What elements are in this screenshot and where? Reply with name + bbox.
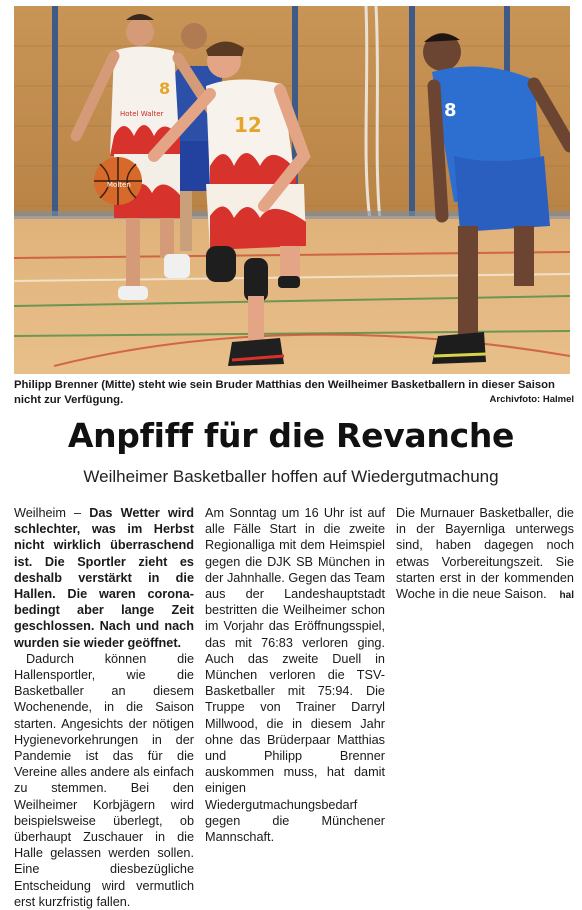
photo-credit: Archivfoto: Halmel xyxy=(489,394,574,405)
jersey-number-left: 8 xyxy=(159,79,171,98)
paragraph-4-text: Die Murnauer Basketballer, die in der Bayernliga unterwegs sind, haben dagegen noch etwas Vorbereitungszeit. Sie starten erst in der kommenden Woche in die neue Saison. xyxy=(396,506,574,602)
lead-text: Das Wetter wird schlechter, was im Herbst nicht wirklich überraschend ist. Die Sportler zieht es deshalb verstärkt in die Hallen. Die waren corona-bedingt aber lange Zeit geschlossen. Nach und nach wurden sie wieder geöffnet. xyxy=(14,506,195,650)
basketball xyxy=(94,157,142,205)
article-column-3 xyxy=(396,505,574,604)
paragraph-2: Dadurch können die Hallensportler, wie die Basketballer an diesem Wochenende, in die Saison starten. Angesichts der nötigen Hygienevorkehrungen in der Pandemie ist das für die Vereine alles andere als einfach zu stemmen. Bei den Weilheimer Korbjägern wird beispielsweise überlegt, ob überhaupt Zuschauer in die Halle gelassen werden sollen. Eine diesbezügliche Entscheidung wird vermutlich erst kurzfristig fallen. xyxy=(14,651,194,909)
headline: Anpfiff für die Revanche xyxy=(67,416,515,455)
jersey-sponsor: Hotel Walter xyxy=(120,110,164,118)
jersey-number-main: 12 xyxy=(234,113,262,137)
photo-caption xyxy=(14,378,574,407)
caption-text: Philipp Brenner (Mitte) steht wie sein Bruder Matthias den Weilheimer Basketballern in dieser Saison nicht zur Verfügung. xyxy=(14,379,555,406)
basketball-photo-illustration xyxy=(14,6,570,374)
article-column-1 xyxy=(14,505,194,910)
paragraph-3: Am Sonntag um 16 Uhr ist auf alle Fälle Start in die zweite Regionalliga mit dem Heimspiel gegen die DJK SB München in der Jahnhalle. Gegen das Team aus der Landeshauptstadt bestritten die Weilheimer schon im Vorjahr das Eröffnungsspiel, das mit 76:83 verloren ging. Auch das zweite Duell in München verloren die TSV-Basketballer mit 75:94. Die Truppe von Trainer Darryl Millwood, die in diesem Jahr ohne das Brüderpaar Matthias und Philipp Brenner auskommen muss, hat damit einigen Wiedergutmachungsbedarf gegen die Münchener Mannschaft. xyxy=(205,506,385,845)
author-signature: hal xyxy=(559,590,574,602)
article-photo xyxy=(14,6,570,374)
jersey-number-right: 8 xyxy=(444,100,457,121)
dateline: Weilheim – xyxy=(14,506,90,520)
subheadline: Weilheimer Basketballer hoffen auf Wiedergutmachung xyxy=(83,467,499,486)
article-column-2 xyxy=(205,505,385,845)
paragraph-4 xyxy=(396,505,574,602)
lead-paragraph xyxy=(14,505,194,651)
ball-brand: Molten xyxy=(107,181,131,189)
